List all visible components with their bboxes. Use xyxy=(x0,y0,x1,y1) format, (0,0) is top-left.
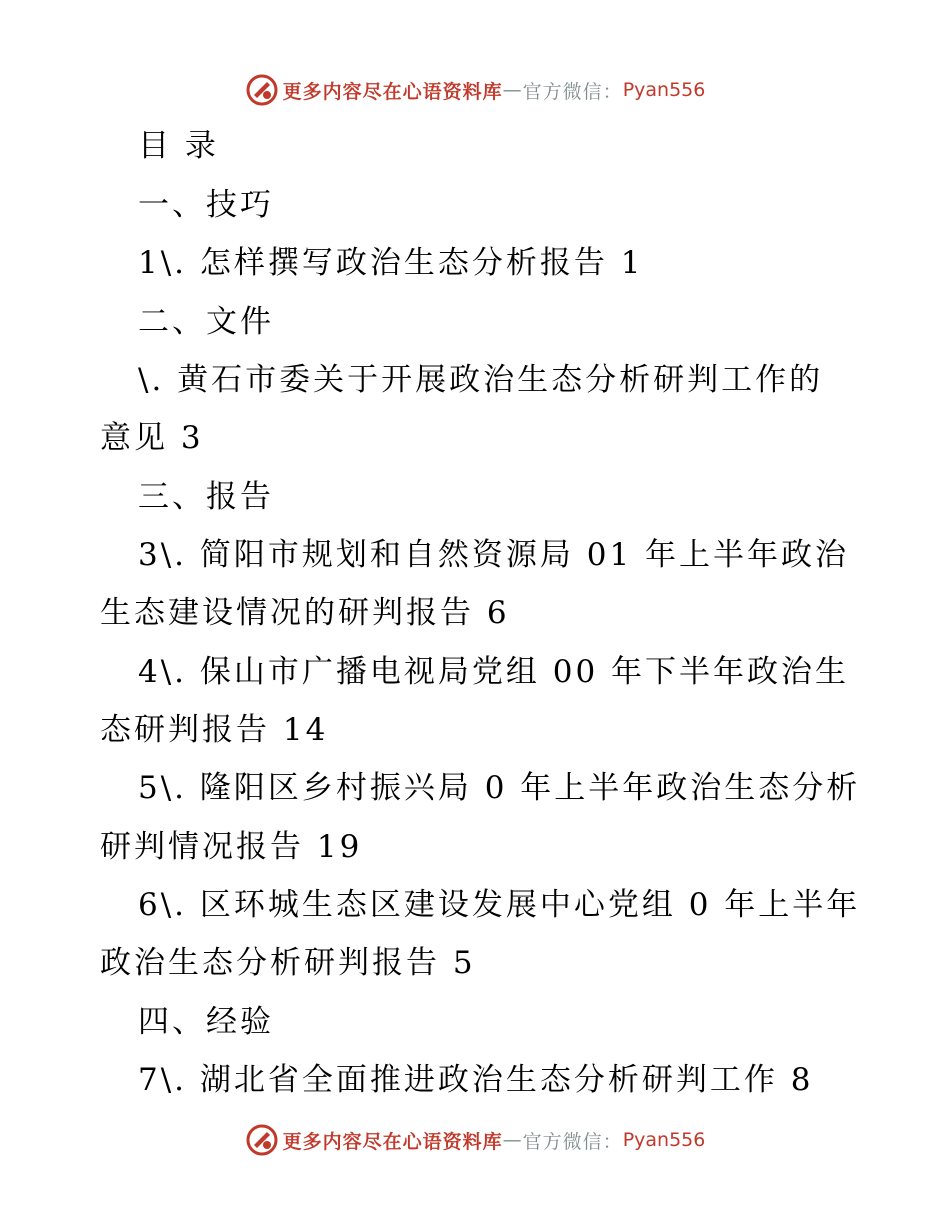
toc-entry-5[interactable]: 5\. 隆阳区乡村振兴局 0 年上半年政治生态分析 xyxy=(138,770,861,806)
banner-brand-text: 更多内容尽在心语资料库 xyxy=(282,80,503,103)
brand-logo-icon xyxy=(245,1123,279,1157)
toc-title: 目 录 xyxy=(138,128,219,164)
toc-entry-5-cont[interactable]: 研判情况报告 19 xyxy=(100,829,363,865)
toc-entry-4[interactable]: 4\. 保山市广播电视局党组 00 年下半年政治生 xyxy=(138,654,850,690)
toc-entry-3[interactable]: 3\. 简阳市规划和自然资源局 01 年上半年政治 xyxy=(138,537,850,573)
toc-entry-1[interactable]: 1\. 怎样撰写政治生态分析报告 1 xyxy=(138,245,644,281)
toc-entry-2[interactable]: \. 黄石市委关于开展政治生态分析研判工作的 xyxy=(138,362,824,398)
toc-entry-3-cont[interactable]: 生态建设情况的研判报告 6 xyxy=(100,595,510,631)
banner-brand-text: 更多内容尽在心语资料库 xyxy=(282,1130,503,1153)
banner-wechat-id: Pyan556 xyxy=(622,79,706,101)
toc-entry-6[interactable]: 6\. 区环城生态区建设发展中心党组 0 年上半年 xyxy=(138,887,861,923)
toc-entry-7[interactable]: 7\. 湖北省全面推进政治生态分析研判工作 8 xyxy=(138,1062,814,1098)
section-heading-techniques: 一、技巧 xyxy=(138,187,274,223)
toc-entry-2-cont[interactable]: 意见 3 xyxy=(100,420,204,456)
banner-wechat-id: Pyan556 xyxy=(622,1129,706,1151)
section-heading-reports: 三、报告 xyxy=(138,479,274,515)
section-heading-documents: 二、文件 xyxy=(138,304,274,340)
section-heading-experience: 四、经验 xyxy=(138,1004,274,1040)
brand-logo-icon xyxy=(245,73,279,107)
header-watermark xyxy=(0,70,950,110)
footer-watermark xyxy=(0,1120,950,1160)
banner-wechat-label: 官方微信： xyxy=(522,1130,623,1153)
banner-wechat-label: 官方微信： xyxy=(522,80,623,103)
toc-entry-4-cont[interactable]: 态研判报告 14 xyxy=(100,712,329,748)
banner-dash: — xyxy=(502,1129,523,1151)
toc-entry-6-cont[interactable]: 政治生态分析研判报告 5 xyxy=(100,945,476,981)
banner-dash: — xyxy=(502,79,523,101)
